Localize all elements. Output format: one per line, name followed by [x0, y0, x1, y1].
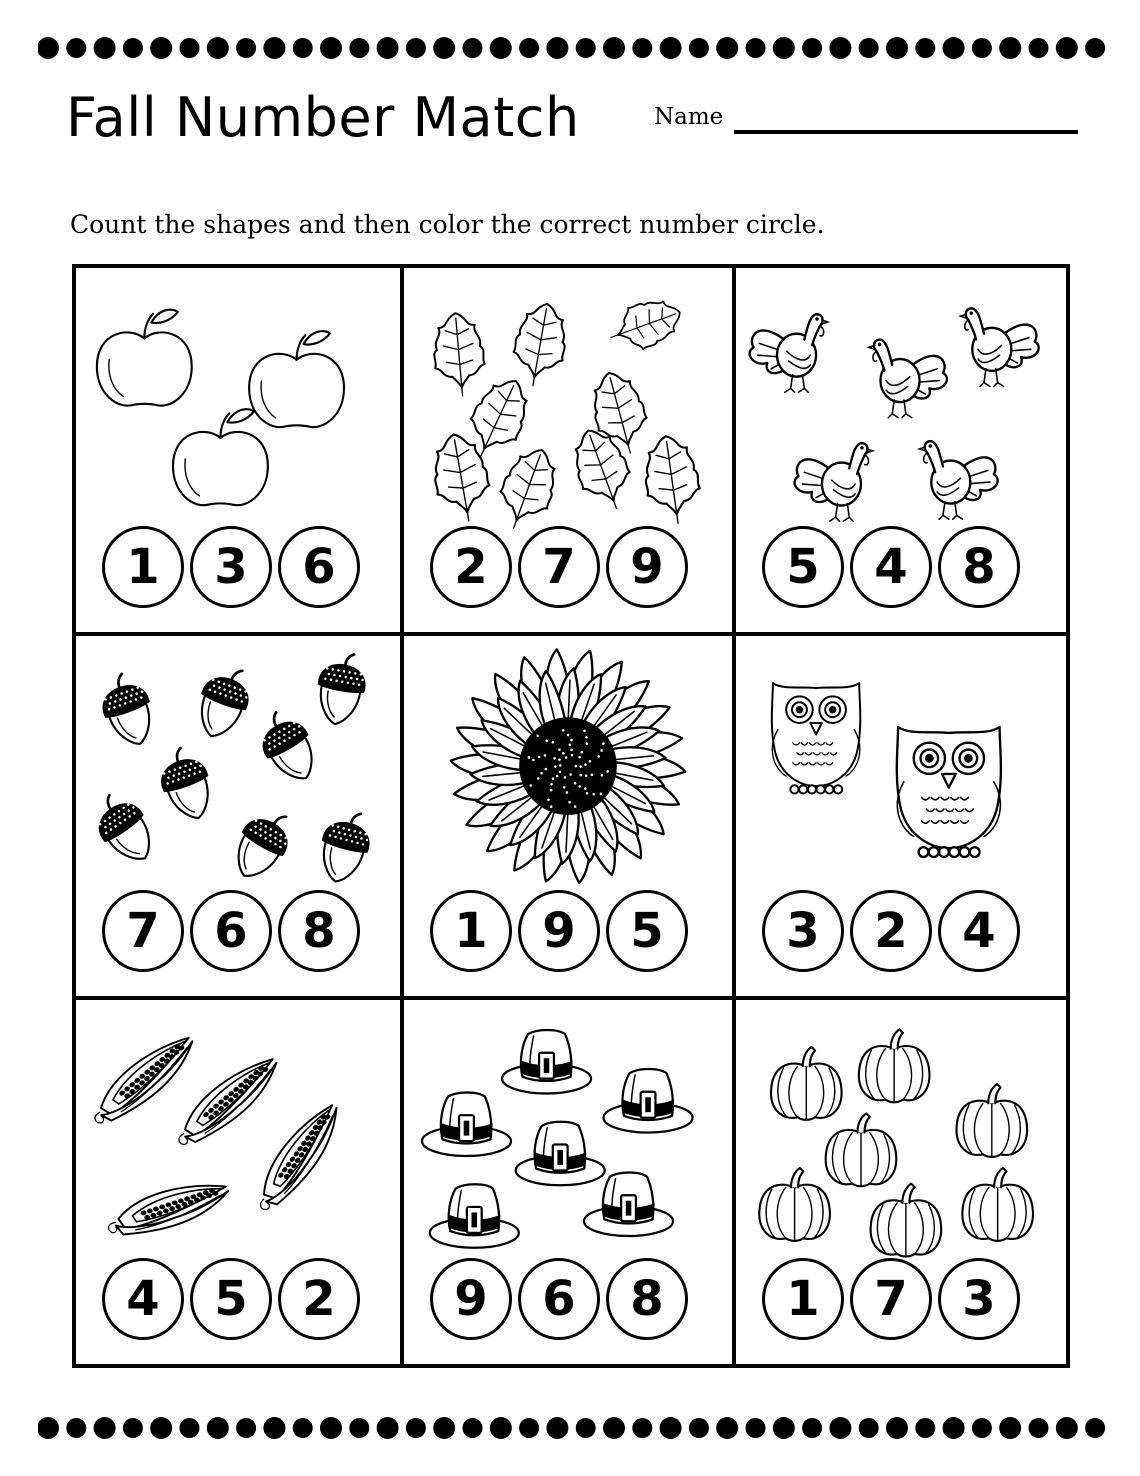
number-circle[interactable]: 2 — [278, 1258, 360, 1340]
leaf-illustrations — [404, 268, 732, 538]
number-circle[interactable]: 9 — [518, 890, 600, 972]
cell-acorns — [72, 632, 404, 1000]
number-circle[interactable]: 3 — [938, 1258, 1020, 1340]
pilgrim-hat-illustrations — [404, 1000, 732, 1270]
number-options — [762, 890, 1020, 974]
cell-owls — [732, 632, 1070, 1000]
apple-illustrations — [76, 268, 400, 538]
number-circle[interactable]: 7 — [850, 1258, 932, 1340]
sunflower-illustration — [404, 636, 732, 906]
owl-illustrations — [736, 636, 1066, 906]
number-circle[interactable]: 1 — [102, 526, 184, 608]
number-circle[interactable]: 5 — [606, 890, 688, 972]
number-circle[interactable]: 7 — [518, 526, 600, 608]
number-circle[interactable]: 9 — [606, 526, 688, 608]
number-options — [430, 1258, 688, 1342]
name-label: Name — [654, 104, 724, 130]
number-circle[interactable]: 4 — [938, 890, 1020, 972]
cell-turkeys — [732, 264, 1070, 636]
number-options — [102, 1258, 360, 1342]
corn-illustrations — [76, 1000, 400, 1270]
counting-grid — [72, 264, 1070, 1368]
number-circle[interactable]: 1 — [430, 890, 512, 972]
number-circle[interactable]: 6 — [190, 890, 272, 972]
acorn-illustrations — [76, 636, 400, 906]
pumpkin-illustrations — [736, 1000, 1066, 1270]
cell-pilgrim-hats — [400, 996, 736, 1368]
cell-sunflower — [400, 632, 736, 1000]
dotted-border-bottom — [38, 1414, 1106, 1442]
dotted-border-top — [38, 34, 1106, 62]
number-circle[interactable]: 8 — [938, 526, 1020, 608]
number-circle[interactable]: 3 — [190, 526, 272, 608]
cell-apples — [72, 264, 404, 636]
number-circle[interactable]: 9 — [430, 1258, 512, 1340]
number-circle[interactable]: 4 — [102, 1258, 184, 1340]
name-line[interactable] — [734, 130, 1078, 134]
cell-leaves — [400, 264, 736, 636]
number-circle[interactable]: 2 — [850, 890, 932, 972]
turkey-illustrations — [736, 268, 1066, 538]
number-circle[interactable]: 3 — [762, 890, 844, 972]
number-circle[interactable]: 1 — [762, 1258, 844, 1340]
number-circle[interactable]: 4 — [850, 526, 932, 608]
cell-pumpkins — [732, 996, 1070, 1368]
number-circle[interactable]: 8 — [606, 1258, 688, 1340]
number-circle[interactable]: 6 — [518, 1258, 600, 1340]
number-options — [762, 526, 1020, 610]
number-circle[interactable]: 8 — [278, 890, 360, 972]
number-circle[interactable]: 6 — [278, 526, 360, 608]
number-options — [430, 890, 688, 974]
number-circle[interactable]: 5 — [762, 526, 844, 608]
number-circle[interactable]: 7 — [102, 890, 184, 972]
number-options — [102, 890, 360, 974]
number-options — [762, 1258, 1020, 1342]
number-options — [102, 526, 360, 610]
instructions: Count the shapes and then color the correct number circle. — [70, 210, 825, 239]
page-title: Fall Number Match — [66, 86, 580, 149]
cell-corn — [72, 996, 404, 1368]
number-circle[interactable]: 5 — [190, 1258, 272, 1340]
number-options — [430, 526, 688, 610]
number-circle[interactable]: 2 — [430, 526, 512, 608]
